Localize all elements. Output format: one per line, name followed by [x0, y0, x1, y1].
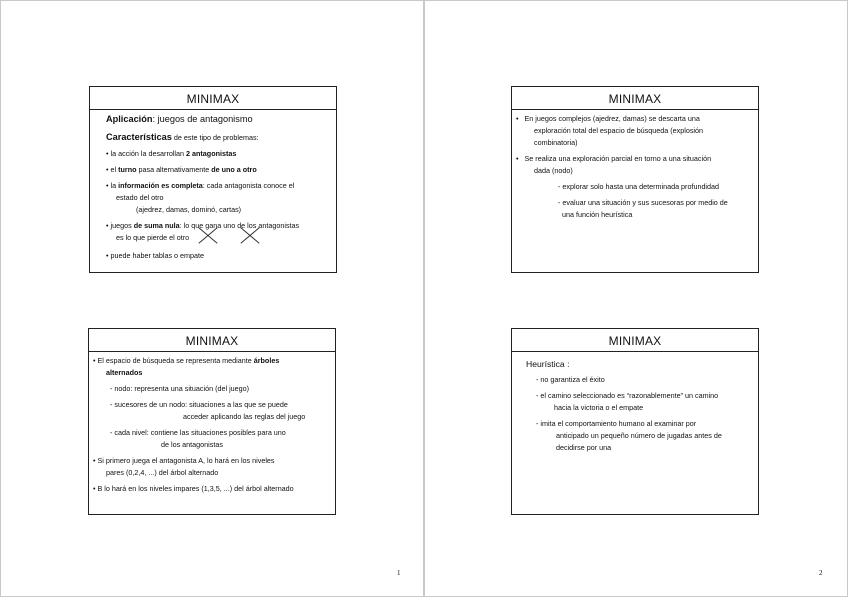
bullet-line — [106, 148, 330, 160]
text-line: - explorar solo hasta una determinada profundidad — [558, 182, 720, 191]
slide-minimax-arboles — [88, 328, 336, 515]
bullet-line: • En juegos complejos (ajedrez, damas) se descarta una — [516, 114, 700, 123]
slide-body — [512, 110, 758, 223]
text-line — [106, 131, 330, 144]
text: pasa alternativamente — [136, 165, 212, 174]
text: : lo que gana uno de los antagonistas — [179, 221, 300, 230]
text-line: combinatoria) — [534, 138, 578, 147]
text-bold: de suma nula — [133, 221, 180, 230]
slide-title: MINIMAX — [512, 329, 758, 352]
text-line: decidirse por una — [556, 443, 612, 452]
text-line: exploración total del espacio de búsqueda (explosión — [534, 126, 704, 135]
text-line: - evaluar una situación y sus sucesoras por medio de — [558, 198, 728, 207]
bullet-line: • puede haber tablas o empate — [106, 251, 205, 260]
slide-minimax-aplicacion — [89, 86, 337, 273]
slide-title: MINIMAX — [89, 329, 335, 352]
text-line: - cada nivel: contiene las situaciones posibles para uno — [110, 428, 286, 437]
text-line: - el camino seleccionado es “razonablemente” un camino — [536, 391, 719, 400]
text-line — [106, 367, 329, 379]
text-bold: turno — [118, 165, 137, 174]
cross-mark — [240, 228, 260, 244]
text-line: estado del otro — [116, 193, 164, 202]
text-line: - sucesores de un nodo: situaciones a las que se puede — [110, 400, 288, 409]
slide-minimax-exploracion — [511, 86, 759, 273]
text-line: es lo que pierde el otro — [116, 233, 190, 242]
text-line: una función heurística — [562, 210, 633, 219]
text-line: pares (0,2,4, ...) del árbol alternado — [106, 468, 219, 477]
text-bold: 2 antagonistas — [186, 149, 237, 158]
text-line: acceder aplicando las reglas del juego — [183, 412, 306, 421]
text: : juegos de antagonismo — [152, 114, 253, 124]
bullet-line — [106, 164, 330, 176]
text: Se realiza una exploración parcial en torno a una situación — [524, 154, 712, 163]
text-line: dada (nodo) — [534, 166, 573, 175]
text: : cada antagonista conoce el — [202, 181, 295, 190]
text-bold: de uno a otro — [211, 165, 257, 174]
text-line: de los antagonistas — [161, 440, 223, 449]
bullet-line: • B lo hará en los niveles impares (1,3,5, ...) del árbol alternado — [93, 484, 294, 493]
text: • juegos — [106, 221, 134, 230]
bullet-line: • Si primero juega el antagonista A, lo hará en los niveles — [93, 456, 275, 465]
slide-title: MINIMAX — [512, 87, 758, 110]
slide-body — [90, 110, 336, 264]
text: • El espacio de búsqueda se representa mediante — [93, 356, 254, 365]
text-bold: árboles — [253, 356, 280, 365]
text-line: (ajedrez, damas, dominó, cartas) — [136, 205, 242, 214]
slide-body — [89, 352, 335, 497]
bullet-line — [106, 220, 330, 232]
text: de este tipo de problemas: — [171, 133, 259, 142]
text-line: hacia la victoria o el empate — [554, 403, 644, 412]
slide-body — [512, 352, 758, 456]
page-number: 2 — [819, 569, 823, 577]
text-bold: información es completa — [118, 181, 203, 190]
slide-title: MINIMAX — [90, 87, 336, 110]
text-line: anticipado un pequeño número de jugadas antes de — [556, 431, 722, 440]
text: • la — [106, 181, 119, 190]
text-bold: alternados — [106, 368, 143, 377]
text: • la acción la desarrollan — [106, 149, 187, 158]
text-bold: Aplicación — [106, 114, 153, 124]
page-1 — [0, 0, 424, 597]
page-number: 1 — [397, 569, 401, 577]
text: En juegos complejos (ajedrez, damas) se descarta una — [524, 114, 700, 123]
text: • el — [106, 165, 119, 174]
text-line: - imita el comportamiento humano al examinar por — [536, 419, 697, 428]
text-line — [106, 113, 330, 125]
bullet-line: • Se realiza una exploración parcial en torno a una situación — [516, 154, 712, 163]
text-line: Heurística : — [526, 359, 570, 369]
bullet-line — [106, 180, 330, 192]
bullet-line — [93, 355, 329, 367]
page-2 — [424, 0, 848, 597]
cross-mark — [198, 228, 218, 244]
text-bold: Características — [106, 132, 172, 142]
text-line: - nodo: representa una situación (del juego) — [110, 384, 250, 393]
text-line: - no garantiza el éxito — [536, 375, 605, 384]
slide-minimax-heuristica — [511, 328, 759, 515]
